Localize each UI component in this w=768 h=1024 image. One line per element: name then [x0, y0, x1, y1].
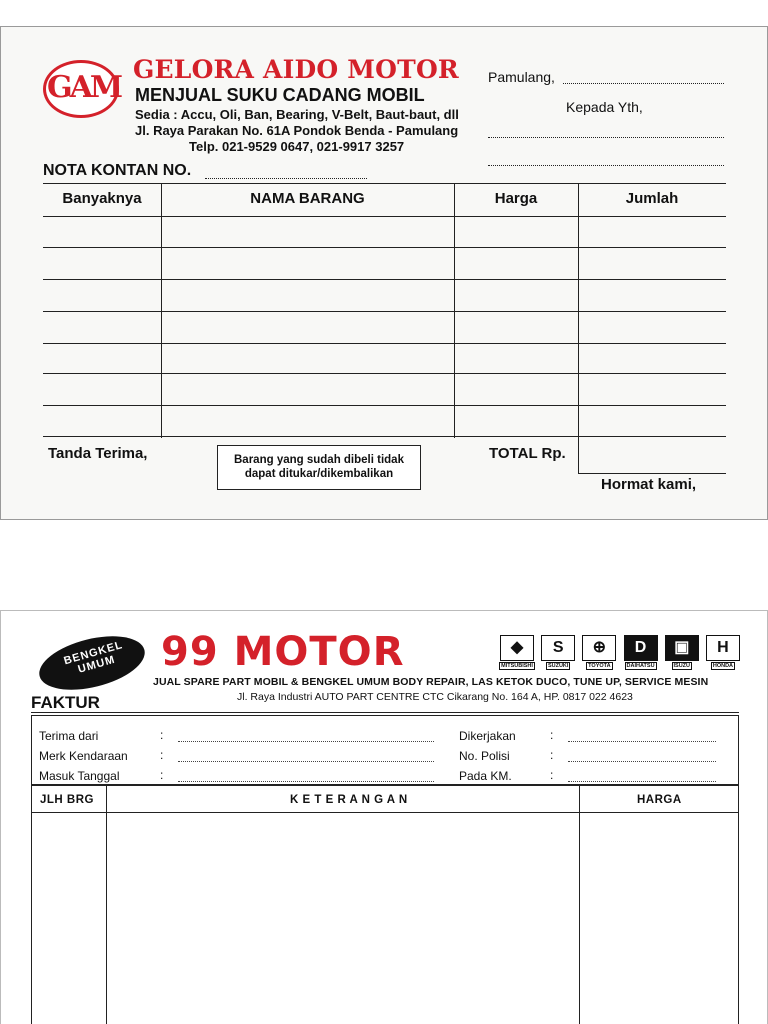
honda-icon [706, 635, 740, 670]
city-label: Pamulang, [488, 69, 555, 85]
recipient-line-1[interactable] [488, 137, 724, 138]
table-row-rule [43, 436, 726, 437]
recipient-line-2[interactable] [488, 165, 724, 166]
field-terima-dari: Terima dari [39, 729, 99, 743]
field-masuk-tanggal: Masuk Tanggal [39, 769, 120, 783]
brand-logos [500, 635, 740, 671]
col-nama-barang: NAMA BARANG [250, 190, 365, 207]
colon: : [160, 728, 164, 742]
table-row-rule [43, 279, 726, 280]
company-subtitle: MENJUAL SUKU CADANG MOBIL [135, 85, 425, 105]
field-merk-kendaraan: Merk Kendaraan [39, 749, 128, 763]
no-polisi-input[interactable] [568, 761, 716, 762]
nota-number-label: NOTA KONTAN NO. [43, 162, 192, 179]
table-top-rule [43, 183, 726, 184]
terima-dari-input[interactable] [178, 741, 434, 742]
mitsubishi-glyph: ◆ [500, 635, 534, 661]
company-tagline: JUAL SPARE PART MOBIL & BENGKEL UMUM BODY REPAIR, LAS KETOK DUCO, TUNE UP, SERVICE MESIN [153, 676, 709, 688]
colon: : [550, 768, 554, 782]
faktur-items-table [31, 785, 739, 1024]
company-address: Jl. Raya Parakan No. 61A Pondok Benda - Pamulang [135, 123, 459, 138]
dikerjakan-input[interactable] [568, 741, 716, 742]
items-header [32, 785, 738, 813]
suzuki-glyph: S [541, 635, 575, 661]
table-row-rule [43, 311, 726, 312]
nota-form [0, 26, 768, 520]
table-col-rule [578, 183, 579, 438]
table-row-rule [43, 405, 726, 406]
colon: : [160, 768, 164, 782]
colon: : [550, 748, 554, 762]
colon: : [160, 748, 164, 762]
items-col-rule [106, 785, 107, 1024]
col-banyaknya: Banyaknya [62, 190, 142, 207]
closing-label: Hormat kami, [601, 476, 697, 493]
toyota-caption: TOYOTA [588, 663, 611, 669]
colon: : [550, 728, 554, 742]
company-name: GELORA AIDO MOTOR [133, 55, 459, 84]
items-table [43, 183, 726, 438]
company-name: 99 MOTOR [161, 629, 405, 675]
field-dikerjakan: Dikerjakan [459, 729, 516, 743]
suzuki-icon [541, 635, 575, 670]
date-field[interactable] [563, 83, 724, 84]
table-header-rule [43, 216, 726, 217]
faktur-form [0, 610, 768, 1024]
suzuki-caption: SUZUKI [547, 663, 569, 669]
col-jumlah: Jumlah [625, 190, 679, 207]
gam-logo-text: GAM [47, 70, 121, 105]
field-pada-km: Pada KM. [459, 769, 512, 783]
table-col-rule [454, 183, 455, 438]
recipient-label: Kepada Yth, [566, 99, 643, 115]
col-harga: HARGA [637, 794, 682, 806]
company-phone: Telp. 021-9529 0647, 021-9917 3257 [189, 139, 405, 154]
daihatsu-caption: DAIHATSU [626, 663, 655, 669]
nota-number-field[interactable] [205, 178, 367, 179]
isuzu-caption: ISUZU [673, 663, 690, 669]
title-rule [31, 712, 739, 713]
toyota-glyph: ⊕ [582, 635, 616, 661]
bengkel-badge-text: BENGKEL UMUM [62, 639, 125, 676]
return-notice: Barang yang sudah dibeli tidak dapat ditukar/dikembalikan [217, 445, 421, 490]
daihatsu-glyph: D [624, 635, 658, 661]
mitsubishi-icon [500, 635, 534, 670]
company-address: Jl. Raya Industri AUTO PART CENTRE CTC Cikarang No. 164 A, HP. 0817 022 4623 [237, 691, 633, 703]
isuzu-icon [665, 635, 699, 670]
table-col-rule [161, 183, 162, 438]
total-col-rule [578, 438, 579, 474]
table-row-rule [43, 247, 726, 248]
col-jlh-brg: JLH BRG [40, 794, 94, 806]
toyota-icon [582, 635, 616, 670]
faktur-title: FAKTUR [31, 693, 100, 712]
table-row-rule [43, 373, 726, 374]
mitsubishi-caption: MITSUBISHI [501, 663, 533, 669]
honda-caption: HONDA [712, 663, 734, 669]
daihatsu-icon [624, 635, 658, 670]
pada-km-input[interactable] [568, 781, 716, 782]
company-products: Sedia : Accu, Oli, Ban, Bearing, V-Belt, Baut-baut, dll [135, 107, 459, 122]
total-field[interactable] [578, 473, 726, 474]
receiver-label: Tanda Terima, [48, 445, 148, 462]
merk-kendaraan-input[interactable] [178, 761, 434, 762]
items-col-rule [579, 785, 580, 1024]
col-harga: Harga [494, 190, 538, 207]
total-label: TOTAL Rp. [489, 445, 566, 462]
masuk-tanggal-input[interactable] [178, 781, 434, 782]
isuzu-glyph: ▣ [665, 635, 699, 661]
field-no-polisi: No. Polisi [459, 749, 510, 763]
honda-glyph: H [706, 635, 740, 661]
table-row-rule [43, 343, 726, 344]
customer-info-box [31, 715, 739, 785]
col-keterangan: K E T E R A N G A N [290, 794, 408, 806]
